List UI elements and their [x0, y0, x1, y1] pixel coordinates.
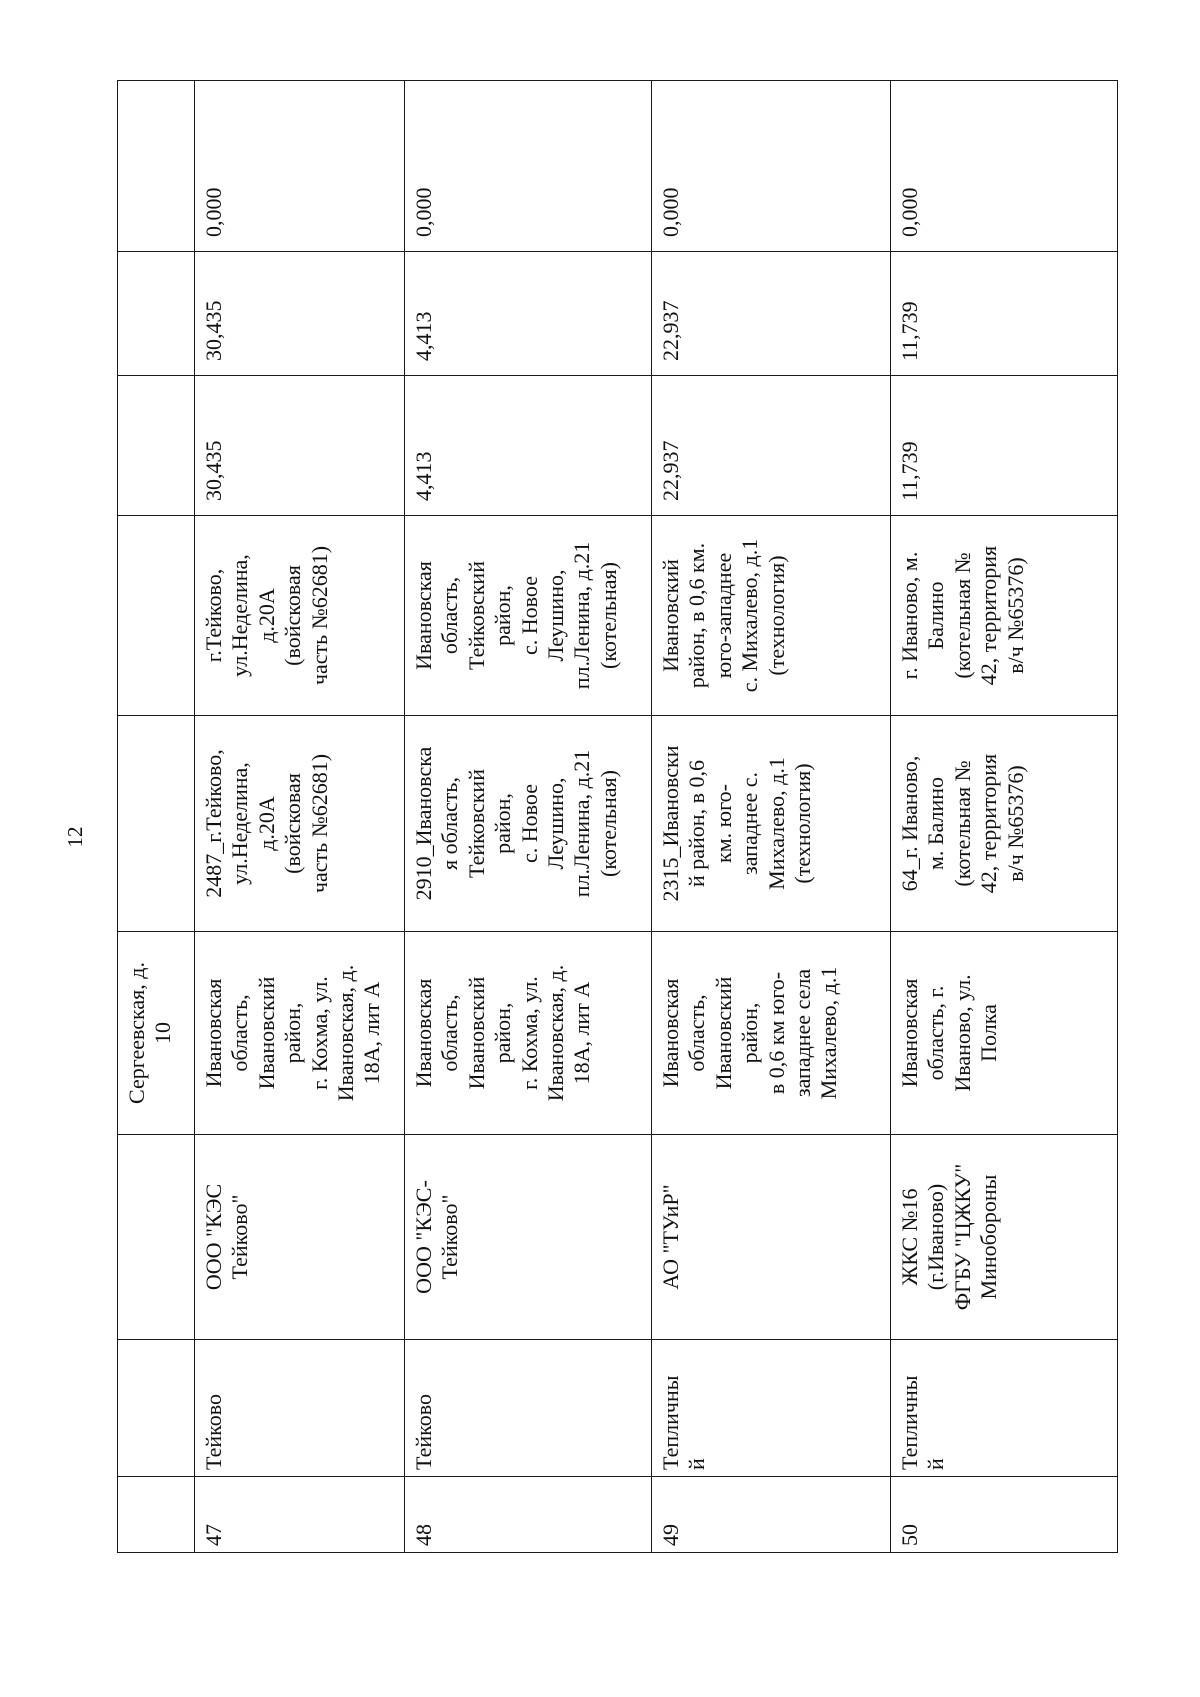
table-row-continuation: [118, 81, 195, 1553]
cell-value-3: 0,000: [891, 81, 1118, 252]
cell-locality: Тейково: [405, 1340, 652, 1477]
cell-org-address: Ивановская область, Ивановский район, г. Кохма, ул. Ивановская, д. 18А, лит А: [195, 932, 405, 1135]
cell-org-address: Ивановская область, г. Иваново, ул. Полка: [891, 932, 1118, 1135]
cell-locality: [118, 1340, 195, 1477]
cell-source-address: г. Иваново, м. Балино (котельная № 42, территория в/ч №65376): [891, 516, 1118, 716]
cell-number: 49: [652, 1477, 891, 1553]
cell-source-code: [118, 716, 195, 932]
cell-org-address: Ивановская область, Ивановский район, г. Кохма, ул. Ивановская, д. 18А, лит А: [405, 932, 652, 1135]
cell-source-code: 2487_г.Тейково, ул.Неделина, д.20А (войсковая часть №62681): [195, 716, 405, 932]
cell-organization: ЖКС №16 (г.Иваново) ФГБУ "ЦЖКУ" Минобороны: [891, 1135, 1118, 1340]
cell-org-address: Сергеевская, д. 10: [118, 932, 195, 1135]
cell-source-address: [118, 516, 195, 716]
cell-value-1: 22,937: [652, 376, 891, 516]
cell-organization: [118, 1135, 195, 1340]
cell-value-3: 0,000: [405, 81, 652, 252]
cell-source-address: Ивановская область, Тейковский район, с. Новое Леушино, пл.Ленина, д.21 (котельная): [405, 516, 652, 716]
data-table: [117, 81, 1117, 1553]
cell-org-address: Ивановская область, Ивановский район, в 0,6 км юго- западнее села Михалево, д.1: [652, 932, 891, 1135]
cell-source-code: 2910_Ивановска я область, Тейковский район, с. Новое Леушино, пл.Ленина, д.21 (котельная): [405, 716, 652, 932]
cell-value-2: [118, 252, 195, 376]
cell-value-3: 0,000: [652, 81, 891, 252]
cell-number: 50: [891, 1477, 1118, 1553]
cell-locality: Тепличны й: [891, 1340, 1118, 1477]
cell-value-3: 0,000: [195, 81, 405, 252]
cell-value-1: [118, 376, 195, 516]
table-row: [195, 81, 405, 1553]
table-row: [652, 81, 891, 1553]
table-row: [405, 81, 652, 1553]
cell-value-1: 4,413: [405, 376, 652, 516]
cell-value-1: 11,739: [891, 376, 1118, 516]
cell-organization: ООО "КЭС Тейково": [195, 1135, 405, 1340]
cell-organization: АО "ТУиР": [652, 1135, 891, 1340]
cell-value-2: 30,435: [195, 252, 405, 376]
cell-organization: ООО "КЭС- Тейково": [405, 1135, 652, 1340]
cell-number: [118, 1477, 195, 1553]
cell-value-2: 4,413: [405, 252, 652, 376]
cell-source-code: 64_г. Иваново, м. Балино (котельная № 42, территория в/ч №65376): [891, 716, 1118, 932]
cell-number: 48: [405, 1477, 652, 1553]
heat-supply-table: [117, 80, 1118, 1553]
cell-value-2: 22,937: [652, 252, 891, 376]
cell-number: 47: [195, 1477, 405, 1553]
cell-value-1: 30,435: [195, 376, 405, 516]
cell-locality: Тепличны й: [652, 1340, 891, 1477]
table-row: [891, 81, 1118, 1553]
cell-locality: Тейково: [195, 1340, 405, 1477]
cell-source-address: Ивановский район, в 0,6 км. юго-западнее с. Михалево, д.1 (технология): [652, 516, 891, 716]
page-number: 12: [62, 826, 87, 848]
cell-source-address: г.Тейково, ул.Неделина, д.20А (войсковая часть №62681): [195, 516, 405, 716]
cell-value-2: 11,739: [891, 252, 1118, 376]
cell-value-3: [118, 81, 195, 252]
cell-source-code: 2315_Ивановски й район, в 0,6 км. юго- западнее с. Михалево, д.1 (технология): [652, 716, 891, 932]
